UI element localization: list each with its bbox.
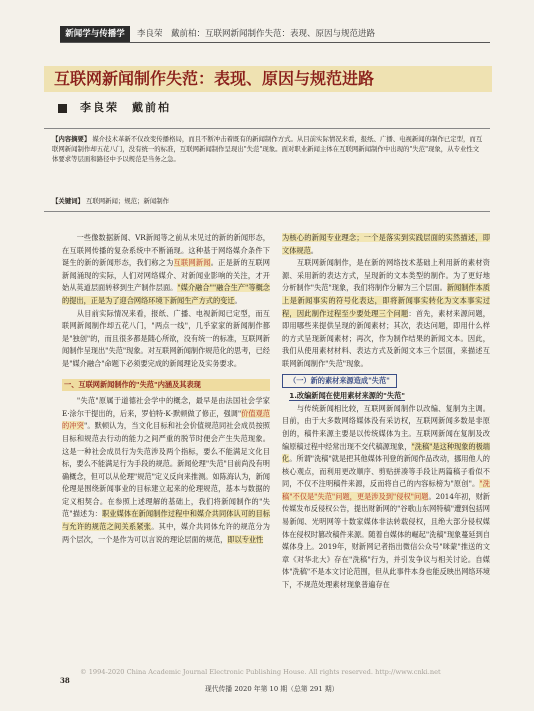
paragraph: "失范"原属于道德社会学中的概念，最早是由法国社会学家E·涂尔干提出的，后来，罗伯特·K·默顿做了修正，强调"价值观范的冲突"。默顿认为，当文化目标和社会价值规范同社会成员按照目标和规范去行动的能力之间严重的脱节时便会产生失范现象。这是一种社会成员行为失范涉及两个指标，要么不能满足文化目标，要么不能满足行为手段的规范。新闻伦理"失范"目前尚没有明确概念，但可以从伦理"规范"定义反向来推测。如陈海认为，新闻伦理是围绕新闻事业的目标建立起来的伦理规范，基本与数据的定义相契合。在参照上述理解的基础上，我们将新闻制作的"失范"描述为：职业媒体在新闻制作过程中和媒介共同体认可的目标与允许的规范之间关系紧张。其中，媒介共同体允许的规范分为两个层次，一个是作为可以言说的理论层面的规范，即以专业性 <box>62 396 270 544</box>
running-title: 李良荣 戴前柏：互联网新闻制作失范：表现、原因与规范进路 <box>137 29 376 39</box>
abstract-label: 【内容摘要】 <box>52 135 91 143</box>
keywords-text: 互联网新闻；规范；新闻制作 <box>86 197 170 205</box>
paragraph: 从目前实际情况来看，报纸、广播、电视新闻已定型，而互联网新闻制作却五花八门，"两点一线"，几乎家家的新闻制作都是"独创"的，而且很多都是随心所欲，没有统一的标准，互联网新闻制作呈现出"失范"现象。对互联网新闻制作规范化的思考，已经是"媒介融合"命题下必须要完成的新闻理论及实务要求。 <box>62 308 270 368</box>
article-title: 互联网新闻制作失范：表现、原因与规范进路 <box>54 69 375 88</box>
paragraph: 一些像数据新闻、VR新闻等之前从未见过的新的新闻形态，在互联网传播的复杂系统中不断涌现。这种基于网络媒介条件下诞生的新的新闻形态，我们称之为互联网新闻。正是新的互联网新闻涌现的实际，人们对网络媒介、对新闻业影响的关注，才开始从英道层面转移到生产制作层面。"媒介融合""融合生产"等概念的提出，正是为了迎合网络环境下新闻生产方式的变迁。 <box>62 233 270 305</box>
section-tab: 新闻学与传播学 <box>60 26 130 42</box>
right-column <box>282 232 490 592</box>
section-heading: 一、互联网新闻制作的"失范"内涵及其表现 <box>62 379 270 392</box>
paragraph: 为核心的新闻专业理念；一个是落实到实践层面的实然描述，即文体规范。 <box>282 233 490 255</box>
author-square-icon <box>58 104 67 113</box>
abstract-text: 媒介技术革新不仅改变传播格局，而且不断冲击着既有的新闻制作方式。从目前实际情况来看，报纸、广播、电视新闻的制作已定型，而互联网新闻制作却五花八门，没有统一的标准，互联网新闻制作呈现出"失范"现象。面对职业新闻主体在互联网新闻制作中出现的"失范"现象，从专业性文体要求等层面和路径中予以规范是当务之急。 <box>52 135 483 163</box>
keywords <box>52 196 484 206</box>
subsection-heading: （一）新的素材来源造成"失范" <box>282 374 397 389</box>
header-rule <box>60 42 490 43</box>
journal-footer: 现代传播 2020 年第 10 期（总第 291 期） <box>205 685 339 693</box>
paragraph: 与传统新闻相比较，互联网新闻制作以改编、复制为主调。目前，由于大多数网络媒体没有采访权，互联网新闻多数是非原创的，稿件来源主要是以传统媒体为主。互联网新闻在复制及改编原稿过程中经常出现不交代稿源现象，"洗稿"是这种现象的极端化。所谓"洗稿"就是把其他媒体刊登的新闻作品改动，挪用他人的核心观点，而利用更改顺序、剪贴拼凑等手段让两篇稿子看似不同，不仅不注明稿件来源，反而将自己的内容标榜为"原创"。"洗稿"不仅是"失范"问题，更是涉及到"侵权"问题。2014年初，财新传媒发布反侵权公告，提出财新网的"谷歌山东网特稿"遭到包括网易新闻、光明网等十数家媒体非法转载侵权，且绝大部分侵权媒体在侵权时篡改稿件来源。随着自媒体的崛起"洗稿"现象蔓延到自媒体身上。2019年，财新网记者指出微信公众号"咪蒙"推送的文章《对华北大》存在"洗稿"行为，并引发争议与相关讨论。自媒体"洗稿"不是本文讨论范围，但从此事件本身也能反映出网络环境下，不规范处理素材现象普遍存在 <box>282 403 490 590</box>
keywords-label: 【关键词】 <box>52 197 84 205</box>
sub-subsection-heading: 1.改编新闻在使用素材来源的"失范" <box>289 391 406 401</box>
page-number: 38 <box>60 676 70 685</box>
abstract <box>52 134 484 164</box>
left-column <box>62 232 270 546</box>
copyright-watermark: © 1994-2020 China Academic Journal Electronic Publishing House. All rights reserved. http://www.cnki.net <box>80 668 441 676</box>
paragraph: 互联网新闻制作，是在新的网络技术基础上利用新的素材资源、采用新的表达方式，呈现新的文本类型的制作。为了更好地分析制作"失范"现象，我们将制作分解为三个层面。新闻制作本质上是新闻事实的符号化表达，即将新闻事实转化为文本事实过程，因此制作过程至少要处理三个问题：首先，素材来源问题，即用哪些来提供呈现的新闻素材；其次，表达问题，即用什么样的方式呈现新闻素材；再次，作为制作结果的新闻文本。因此，我们从使用素材材料、表达方式及新闻文本三个层面，来描述互联网新闻制作"失范"现象。 <box>282 258 490 368</box>
article-authors: 李良荣 戴前柏 <box>80 101 171 114</box>
